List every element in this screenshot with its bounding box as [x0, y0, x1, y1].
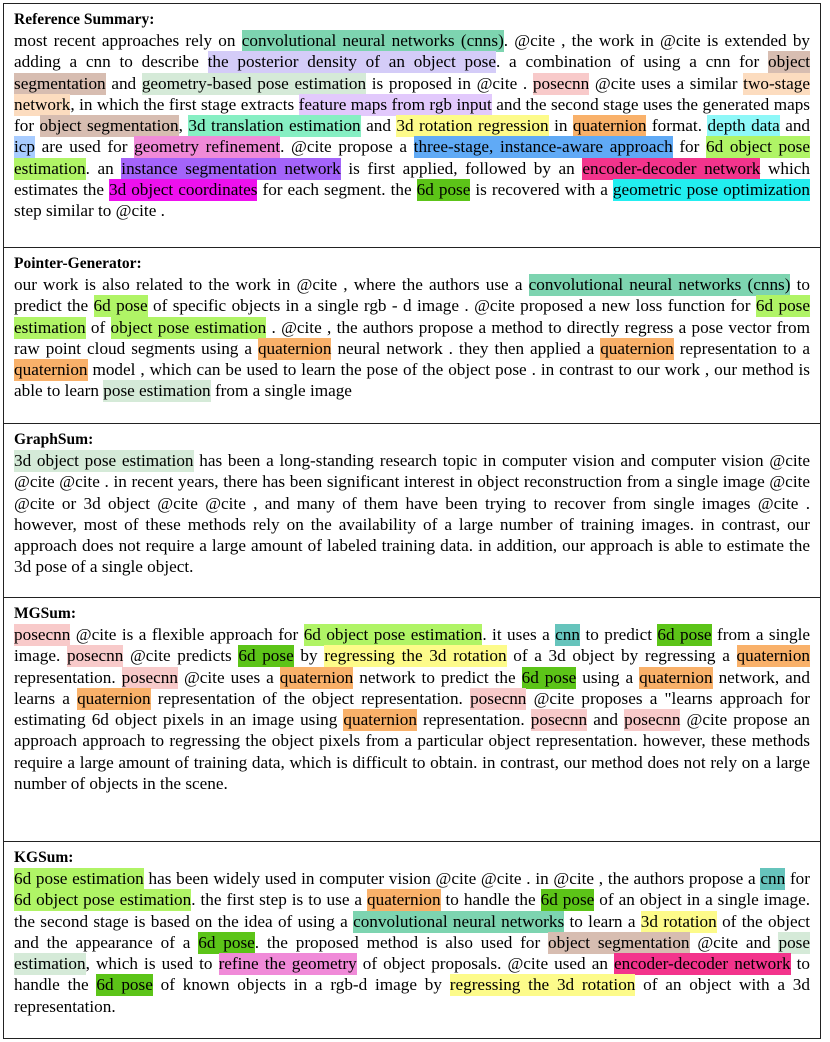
text-run: , in which the first stage extracts: [70, 94, 299, 114]
highlighted-phrase: quaternion: [600, 338, 674, 358]
highlighted-phrase: two-stage network: [14, 73, 810, 114]
text-run: format.: [646, 116, 708, 136]
text-run: . the proposed method is also used for: [254, 932, 549, 952]
highlighted-phrase: posecnn: [470, 688, 527, 708]
text-run: to predict: [580, 625, 658, 644]
text-run: by: [293, 646, 325, 666]
text-run: @cite is a flexible approach for: [70, 625, 304, 644]
highlighted-phrase: 6d pose estimation: [14, 869, 144, 888]
text-run: representation to a: [673, 338, 810, 358]
text-run: in: [548, 116, 573, 136]
text-run: to handle the: [14, 954, 810, 995]
highlighted-phrase: quaternion: [736, 646, 811, 666]
highlighted-phrase: 6d pose: [416, 180, 471, 200]
highlighted-phrase: posecnn: [14, 625, 71, 644]
highlighted-phrase: 6d pose: [238, 646, 294, 666]
text-run: @cite propose an approach approach to regressing the object pixels from a particular object representation. however, these methods require a large amount of training data, which is difficult to obtain. in contrast, our method does not rely on a large number of objects in the scene.: [14, 710, 810, 794]
highlighted-phrase: quaternion: [77, 688, 151, 708]
text-run: from a single image.: [14, 625, 810, 666]
section-kgsum: [4, 842, 820, 1038]
highlighted-phrase: three-stage, instance-aware approach: [413, 137, 673, 157]
section-title: GraphSum:: [14, 431, 94, 448]
text-run: . @cite , the authors propose a method to directly regress a pose vector from raw point cloud segments using a: [14, 317, 810, 358]
highlighted-phrase: 3d translation estimation: [188, 116, 361, 136]
highlighted-phrase: convolutional neural networks (cnns): [528, 275, 791, 294]
text-run: . it uses a: [482, 625, 556, 644]
highlighted-phrase: encoder-decoder network: [614, 954, 791, 974]
section-title: KGSum:: [14, 849, 74, 866]
text-run: @cite predicts: [123, 646, 239, 666]
highlighted-phrase: 6d pose: [657, 625, 712, 644]
highlighted-phrase: posecnn: [530, 710, 588, 730]
highlighted-phrase: quaternion: [343, 710, 417, 730]
highlighted-phrase: instance segmentation network: [121, 158, 341, 178]
text-run: @cite uses a similar: [589, 73, 744, 93]
text-run: and: [105, 73, 142, 93]
text-run: . @cite , the work in @cite is extended by adding a cnn to describe: [14, 31, 811, 72]
highlighted-phrase: quaternion: [572, 116, 647, 136]
highlighted-phrase: 6d object pose estimation: [303, 625, 483, 644]
text-run: to handle the: [440, 890, 541, 910]
section-title: Reference Summary:: [14, 11, 155, 28]
text-run: and the second stage uses the generated maps for: [14, 94, 810, 136]
text-run: of the object and the appearance of a: [14, 911, 810, 952]
text-run: of an object with a 3d representation.: [14, 975, 810, 1016]
text-run: step similar to @cite .: [14, 201, 165, 221]
highlighted-phrase: quaternion: [257, 338, 332, 358]
highlighted-phrase: geometry refinement: [134, 137, 281, 157]
text-run: is first applied, followed by an: [340, 158, 583, 178]
text-run: using a: [576, 667, 640, 687]
text-run: of known objects in a rgb-d image by: [152, 975, 450, 995]
highlighted-phrase: object segmentation: [14, 52, 810, 93]
text-run: network, and learns a: [14, 667, 810, 708]
highlighted-phrase: 6d pose estimation: [14, 296, 810, 337]
highlighted-phrase: 6d pose: [198, 932, 255, 952]
text-run: ,: [178, 116, 189, 136]
text-run: from a single image: [210, 381, 352, 401]
text-run: is proposed in @cite .: [366, 73, 533, 93]
text-run: @cite and: [689, 932, 779, 952]
text-run: has been a long-standing research topic in computer vision and computer vision @cite @cite @cite . in recent years, there has been significant interest in object reconstruction from a single image @cite @cite or 3d object @cite @cite , and many of them have been trying to recover from single images @cite . however, most of these methods rely on the availability of a large number of training images. in contrast, our approach does not require a large amount of labeled training data. in addition, our approach is able to estimate the 3d pose of a single object.: [14, 451, 810, 577]
section-reference-summary: [4, 4, 820, 248]
highlighted-phrase: convolutional neural networks: [353, 911, 565, 931]
text-run: model , which can be used to learn the pose of the object pose . in contrast to our work , our method is able to learn: [14, 360, 810, 401]
text-run: representation.: [416, 710, 531, 730]
text-run: @cite uses a: [177, 667, 280, 687]
highlighted-phrase: regressing the 3d rotation: [324, 646, 507, 666]
highlighted-phrase: object segmentation: [39, 116, 179, 136]
highlighted-phrase: quaternion: [14, 360, 88, 380]
section-graphsum: [4, 424, 820, 598]
text-run: which estimates the: [14, 158, 810, 200]
text-run: and: [779, 116, 811, 136]
highlighted-phrase: 6d object pose estimation: [14, 137, 810, 178]
highlighted-phrase: posecnn: [121, 667, 178, 687]
section-title: MGSum:: [14, 605, 76, 622]
highlighted-phrase: convolutional neural networks (cnns): [241, 31, 504, 50]
text-run: to learn a: [564, 911, 641, 931]
text-run: network to predict the: [353, 667, 522, 687]
highlighted-phrase: encoder-decoder network: [582, 158, 761, 178]
highlighted-phrase: regressing the 3d rotation: [449, 975, 636, 995]
section-body: [14, 868, 810, 1017]
text-run: are used for: [35, 137, 135, 157]
text-run: our work is also related to the work in @cite , where the authors use a: [14, 275, 529, 294]
highlighted-phrase: 6d pose: [96, 975, 153, 995]
section-body: [14, 274, 810, 402]
text-run: . @cite propose a: [280, 137, 414, 157]
section-body: [14, 450, 810, 578]
highlighted-phrase: 3d rotation regression: [396, 116, 549, 136]
highlighted-phrase: geometry-based pose estimation: [141, 73, 367, 93]
text-run: is recovered with a: [470, 180, 613, 200]
text-run: . an: [85, 158, 122, 178]
text-run: and: [587, 710, 625, 730]
highlighted-phrase: 6d pose: [93, 296, 148, 316]
text-run: and: [360, 116, 397, 136]
section-body: [14, 624, 810, 794]
section-body: [14, 30, 810, 222]
text-run: of object proposals. @cite used an: [356, 954, 614, 974]
highlighted-phrase: quaternion: [639, 667, 713, 687]
highlighted-phrase: quaternion: [279, 667, 354, 687]
text-run: has been widely used in computer vision @cite @cite . in @cite , the authors propose a: [143, 869, 761, 888]
highlighted-phrase: posecnn: [532, 73, 590, 93]
highlighted-phrase: posecnn: [66, 646, 124, 666]
highlighted-phrase: pose estimation: [103, 381, 211, 401]
highlighted-phrase: geometric pose optimization: [612, 180, 810, 200]
highlighted-phrase: 3d object pose estimation: [14, 451, 194, 470]
highlighted-phrase: cnn: [760, 869, 786, 888]
text-run: for: [672, 137, 707, 157]
highlighted-phrase: pose estimation: [14, 932, 810, 974]
text-run: @cite proposes a "learns approach for estimating 6d object pixels in an image using: [14, 688, 811, 730]
section-title: Pointer-Generator:: [14, 255, 142, 272]
highlighted-phrase: 6d pose: [521, 667, 577, 687]
summary-comparison-table: [3, 3, 821, 1039]
highlighted-phrase: quaternion: [367, 890, 441, 910]
highlighted-phrase: 3d object coordinates: [109, 180, 258, 200]
highlighted-phrase: object segmentation: [548, 932, 690, 952]
highlighted-phrase: depth data: [707, 116, 780, 136]
text-run: neural network . they then applied a: [331, 338, 601, 358]
text-run: representation of the object representation.: [150, 688, 471, 708]
text-run: of: [85, 317, 111, 337]
highlighted-phrase: feature maps from rgb input: [298, 94, 492, 114]
section-pointer-generator: [4, 248, 820, 424]
highlighted-phrase: 6d object pose estimation: [14, 890, 192, 910]
text-run: to predict the: [14, 275, 811, 316]
text-run: . a combination of using a cnn for: [496, 52, 768, 72]
text-run: for: [785, 869, 810, 888]
highlighted-phrase: refine the geometry: [218, 954, 357, 974]
text-run: . the first step is to use a: [191, 890, 368, 910]
text-run: of an object in a single image. the second stage is based on the idea of using a: [14, 890, 810, 931]
highlighted-phrase: 6d pose: [540, 890, 595, 910]
section-mgsum: [4, 598, 820, 842]
text-run: of a 3d object by regressing a: [506, 646, 737, 666]
text-run: most recent approaches rely on: [14, 31, 242, 50]
highlighted-phrase: the posterior density of an object pose: [207, 52, 496, 72]
highlighted-phrase: 3d rotation: [640, 911, 717, 931]
highlighted-phrase: cnn: [555, 625, 580, 644]
text-run: for each segment. the: [257, 180, 417, 200]
highlighted-phrase: icp: [14, 137, 35, 157]
text-run: , which is used to: [85, 954, 219, 974]
text-run: representation.: [14, 667, 122, 687]
text-run: of specific objects in a single rgb - d image . @cite proposed a new loss function for: [147, 296, 756, 316]
highlighted-phrase: object pose estimation: [110, 317, 267, 337]
highlighted-phrase: posecnn: [624, 710, 681, 730]
